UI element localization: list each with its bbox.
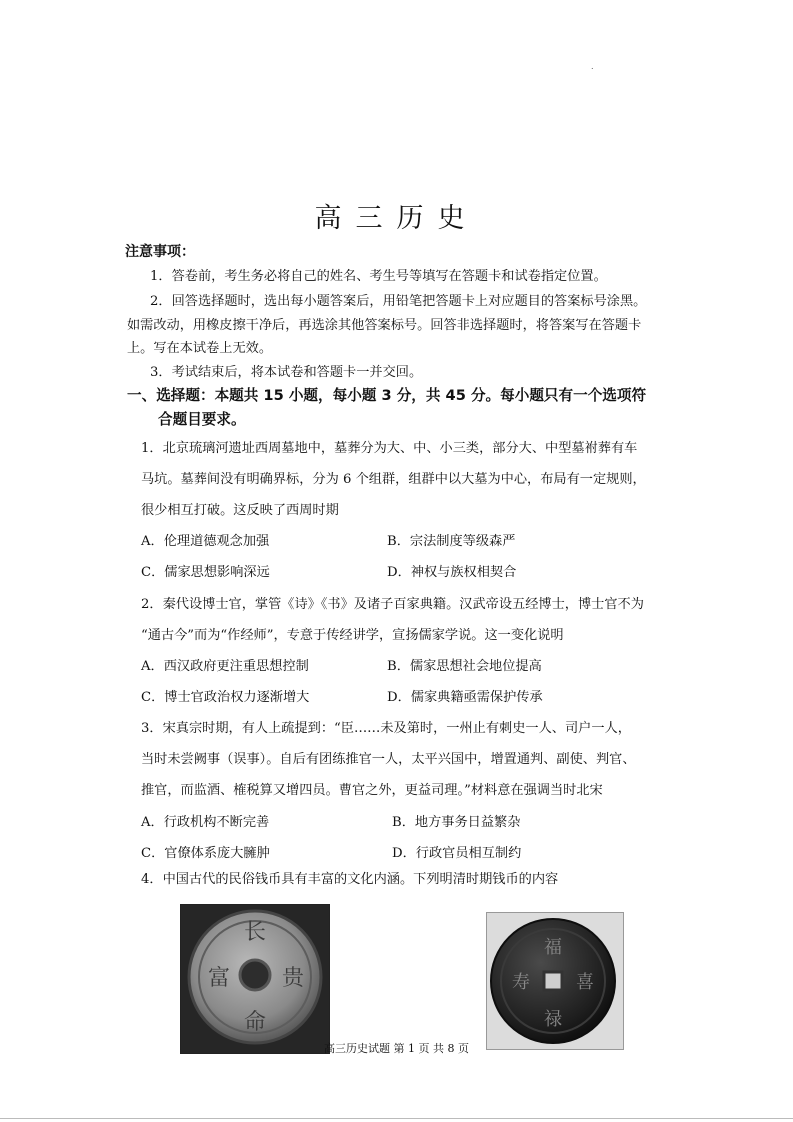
section-heading-cont: 合题目要求。 xyxy=(158,411,246,428)
q1-option-b[interactable]: B．宗法制度等级森严 xyxy=(387,534,516,549)
coin-right-char-bottom: 禄 xyxy=(544,1009,562,1030)
q1-option-d[interactable]: D．神权与族权相契合 xyxy=(387,565,517,580)
q3-line-3: 推官，而监酒、榷税算又增四员。曹官之外，更益司理。”材料意在强调当时北宋 xyxy=(141,783,603,798)
q3-option-d[interactable]: D．行政官员相互制约 xyxy=(392,846,522,861)
notice-heading: 注意事项： xyxy=(125,244,195,260)
q2-option-b[interactable]: B．儒家思想社会地位提高 xyxy=(387,659,542,674)
notice-item-2: 2．回答选择题时，选出每小题答案后，用铅笔把答题卡上对应题目的答案标号涂黑。 xyxy=(150,294,647,309)
section-heading: 一、选择题：本题共 15 小题，每小题 3 分，共 45 分。每小题只有一个选项符 xyxy=(127,387,647,404)
q3-line-2: 当时未尝阙事（误事）。自后有团练推官一人，太平兴国中，增置通判、副使、判官、 xyxy=(141,752,636,767)
page-mark: . xyxy=(591,62,594,71)
notice-item-2-end: 上。写在本试卷上无效。 xyxy=(127,341,273,356)
q2-line-1: 2．秦代设博士官，掌管《诗》《书》及诸子百家典籍。汉武帝设五经博士，博士官不为 xyxy=(141,597,644,612)
q2-line-2: “通古今”而为“作经师”，专意于传经讲学，宣扬儒家学说。这一变化说明 xyxy=(141,628,564,643)
coin-right-char-left: 寿 xyxy=(512,972,530,993)
coin-image-right xyxy=(486,912,624,1050)
q1-line-2: 马坑。墓葬间没有明确界标，分为 6 个组群，组群中以大墓为中心，布局有一定规则， xyxy=(141,472,646,487)
q4-line-1: 4．中国古代的民俗钱币具有丰富的文化内涵。下列明清时期钱币的内容 xyxy=(141,872,559,887)
page-footer: 高三历史试题 第 1 页 共 8 页 xyxy=(324,1042,469,1055)
bottom-divider xyxy=(0,1118,793,1119)
coin-left-illustration xyxy=(181,905,329,1053)
notice-item-3: 3．考试结束后，将本试卷和答题卡一并交回。 xyxy=(150,365,423,380)
coin-left-char-top: 长 xyxy=(243,920,267,945)
q1-option-a[interactable]: A．伦理道德观念加强 xyxy=(141,534,270,549)
q2-option-d[interactable]: D．儒家典籍亟需保护传承 xyxy=(387,690,543,705)
notice-item-1: 1．答卷前，考生务必将自己的姓名、考生号等填写在答题卡和试卷指定位置。 xyxy=(150,269,607,284)
coin-left-char-right: 贵 xyxy=(281,966,305,991)
notice-item-2-cont: 如需改动，用橡皮擦干净后，再选涂其他答案标号。回答非选择题时，将答案写在答题卡 xyxy=(127,318,642,333)
coin-right-char-right: 喜 xyxy=(576,972,594,993)
q1-option-c[interactable]: C．儒家思想影响深远 xyxy=(141,565,270,580)
q3-option-c[interactable]: C．官僚体系庞大臃肿 xyxy=(141,846,270,861)
coin-left-char-bottom: 命 xyxy=(243,1010,267,1035)
exam-title: 高三历史 xyxy=(314,203,479,234)
q2-option-c[interactable]: C．博士官政治权力逐渐增大 xyxy=(141,690,310,705)
coin-right-illustration xyxy=(487,913,623,1049)
q3-option-a[interactable]: A．行政机构不断完善 xyxy=(141,815,270,830)
q3-option-b[interactable]: B．地方事务日益繁杂 xyxy=(392,815,521,830)
q3-line-1: 3．宋真宗时期，有人上疏提到：“臣……未及第时，一州止有刺史一人、司户一人， xyxy=(141,721,631,736)
coin-left-char-left: 富 xyxy=(207,966,231,991)
q1-line-3: 很少相互打破。这反映了西周时期 xyxy=(141,503,339,518)
coin-right-char-top: 福 xyxy=(544,937,562,958)
q1-line-1: 1．北京琉璃河遗址西周墓地中，墓葬分为大、中、小三类，部分大、中型墓祔葬有车 xyxy=(141,441,638,456)
coin-image-left xyxy=(180,904,330,1054)
q2-option-a[interactable]: A．西汉政府更注重思想控制 xyxy=(141,659,309,674)
